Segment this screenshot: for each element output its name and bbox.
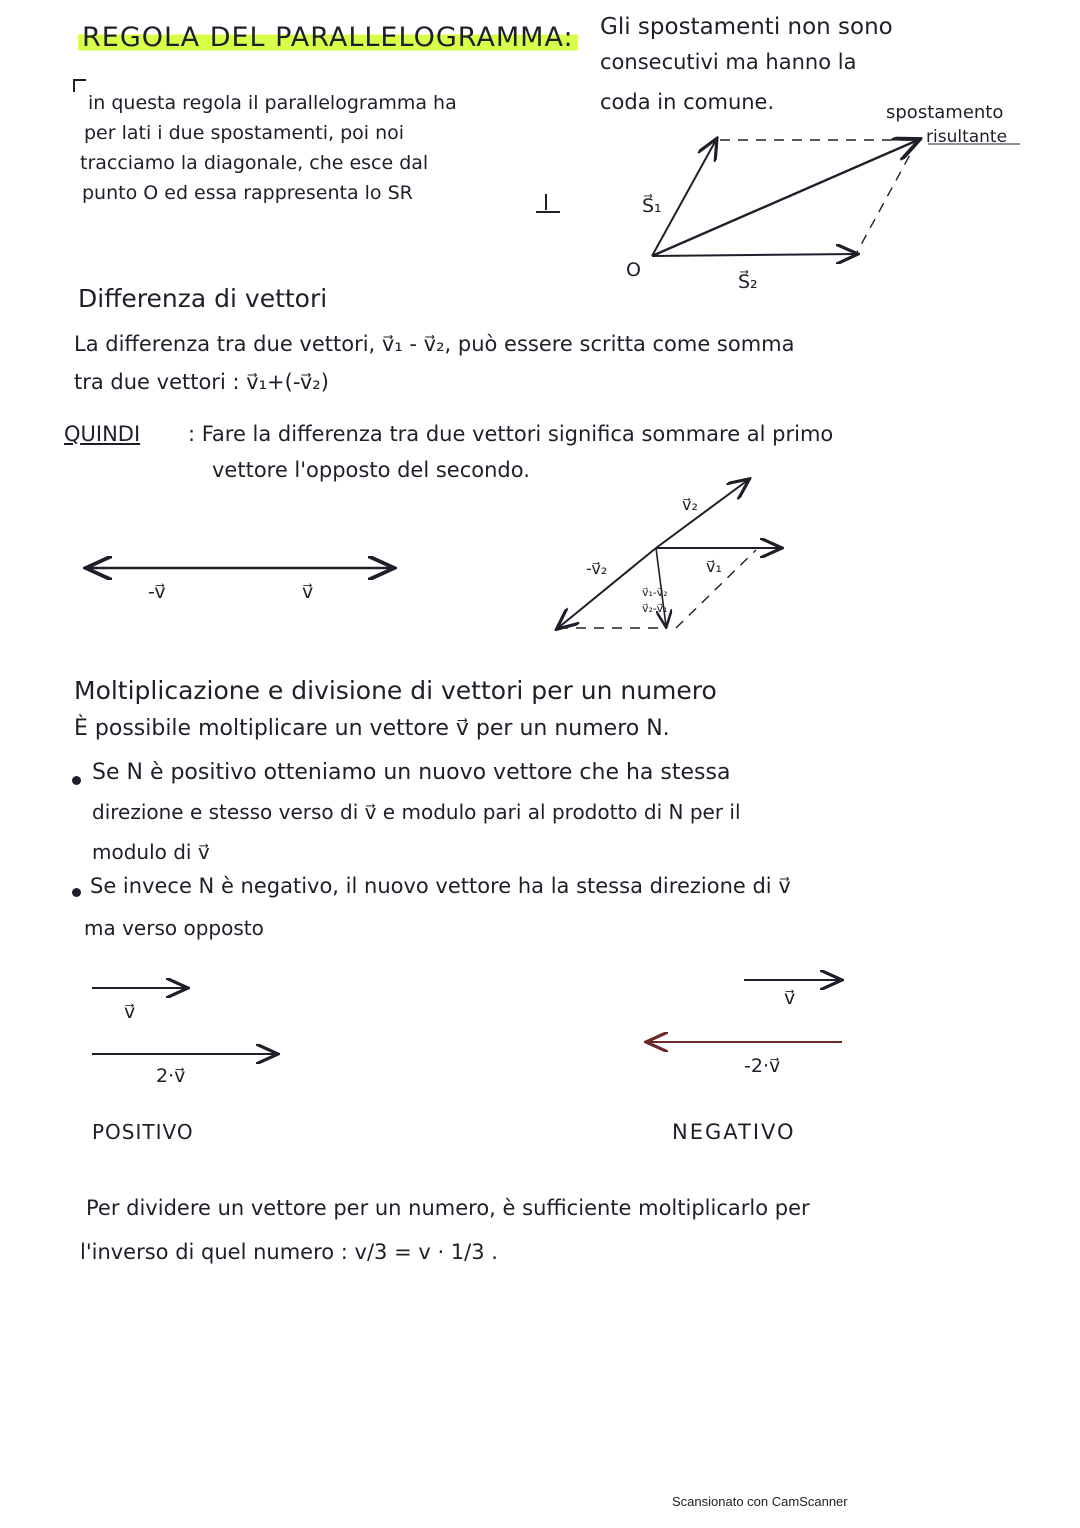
paragraph-line-2: per lati i due spostamenti, poi noi [84,122,405,144]
intro-line-2: consecutivi ma hanno la [600,50,857,74]
bullet-1-line-3: modulo di v⃗ [92,840,210,864]
label-diff-a: v⃗₁-v⃗₂ [642,586,668,599]
bullet-1-line-2: direzione e stesso verso di v⃗ e modulo pari al prodotto di N per il [92,800,741,824]
vector-resultant [652,140,918,256]
quindi-line-2: vettore l'opposto del secondo. [212,458,530,482]
difference-line-2: tra due vettori : v⃗₁+(-v⃗₂) [74,370,329,394]
difference-heading: Differenza di vettori [78,284,328,313]
corner-mark [74,80,86,92]
page-title: REGOLA DEL PARALLELOGRAMMA: [78,22,578,53]
bullet-2-line-2: ma verso opposto [84,916,264,940]
scanner-watermark: Scansionato con CamScanner [672,1494,848,1509]
quindi-label: QUINDI [64,422,141,446]
label-s2: S⃗₂ [738,271,758,293]
opposite-vectors-diagram [88,568,392,603]
negative-label: NEGATIVO [672,1120,796,1144]
paragraph-line-4: punto O ed essa rappresenta lo SR [82,182,413,204]
perpendicular-mark [536,194,560,212]
negative-multiplication-diagram [648,980,842,1077]
dashed-side-right [856,140,918,254]
division-line-1: Per dividere un vettore per un numero, è sufficiente moltiplicarlo per [86,1196,810,1220]
label-result-2: risultante [926,127,1008,147]
positive-multiplication-diagram [92,988,276,1087]
difference-line-1: La differenza tra due vettori, v⃗₁ - v⃗₂, può essere scritta come somma [74,332,795,356]
intro-line-1: Gli spostamenti non sono [600,14,893,40]
label-v2: v⃗₂ [682,495,698,514]
intro-line-3: coda in comune. [600,90,775,114]
difference-diagram [558,480,780,628]
multiplication-heading: Moltiplicazione e divisione di vettori per un numero [74,676,717,705]
bullet-2-line-1: Se invece N è negativo, il nuovo vettore ha la stessa direzione di v⃗ [90,874,791,898]
label-s1: S⃗₁ [642,195,662,217]
positive-label: POSITIVO [92,1120,194,1144]
vector-s2 [652,254,856,256]
quindi-line-1: : Fare la differenza tra due vettori significa sommare al primo [188,422,834,446]
label-v-pos: v⃗ [124,1001,136,1023]
label-v1: v⃗₁ [706,557,722,576]
label-neg-v2: -v⃗₂ [586,559,608,578]
division-line-2: l'inverso di quel numero : v/3 = v · 1/3 . [80,1240,498,1264]
bullet-1-line-1: Se N è positivo otteniamo un nuovo vettore che ha stessa [92,760,731,785]
label-neg-v: -v⃗ [148,581,166,603]
label-v-neg: v⃗ [784,987,796,1009]
parallelogram-diagram [626,102,1020,293]
label-result-1: spostamento [886,102,1004,123]
paragraph-line-3: tracciamo la diagonale, che esce dal [80,152,429,174]
label-diff-b: v⃗₂-v⃗₁ [642,602,668,615]
label-origin: O [626,259,641,281]
vector-v2 [656,480,748,548]
label-v: v⃗ [302,581,314,603]
paragraph-line-1: in questa regola il parallelogramma ha [88,92,457,114]
label-minus-2v: -2·v⃗ [744,1055,781,1077]
multiplication-intro: È possibile moltiplicare un vettore v⃗ per un numero N. [74,716,670,741]
label-2v: 2·v⃗ [156,1065,186,1087]
